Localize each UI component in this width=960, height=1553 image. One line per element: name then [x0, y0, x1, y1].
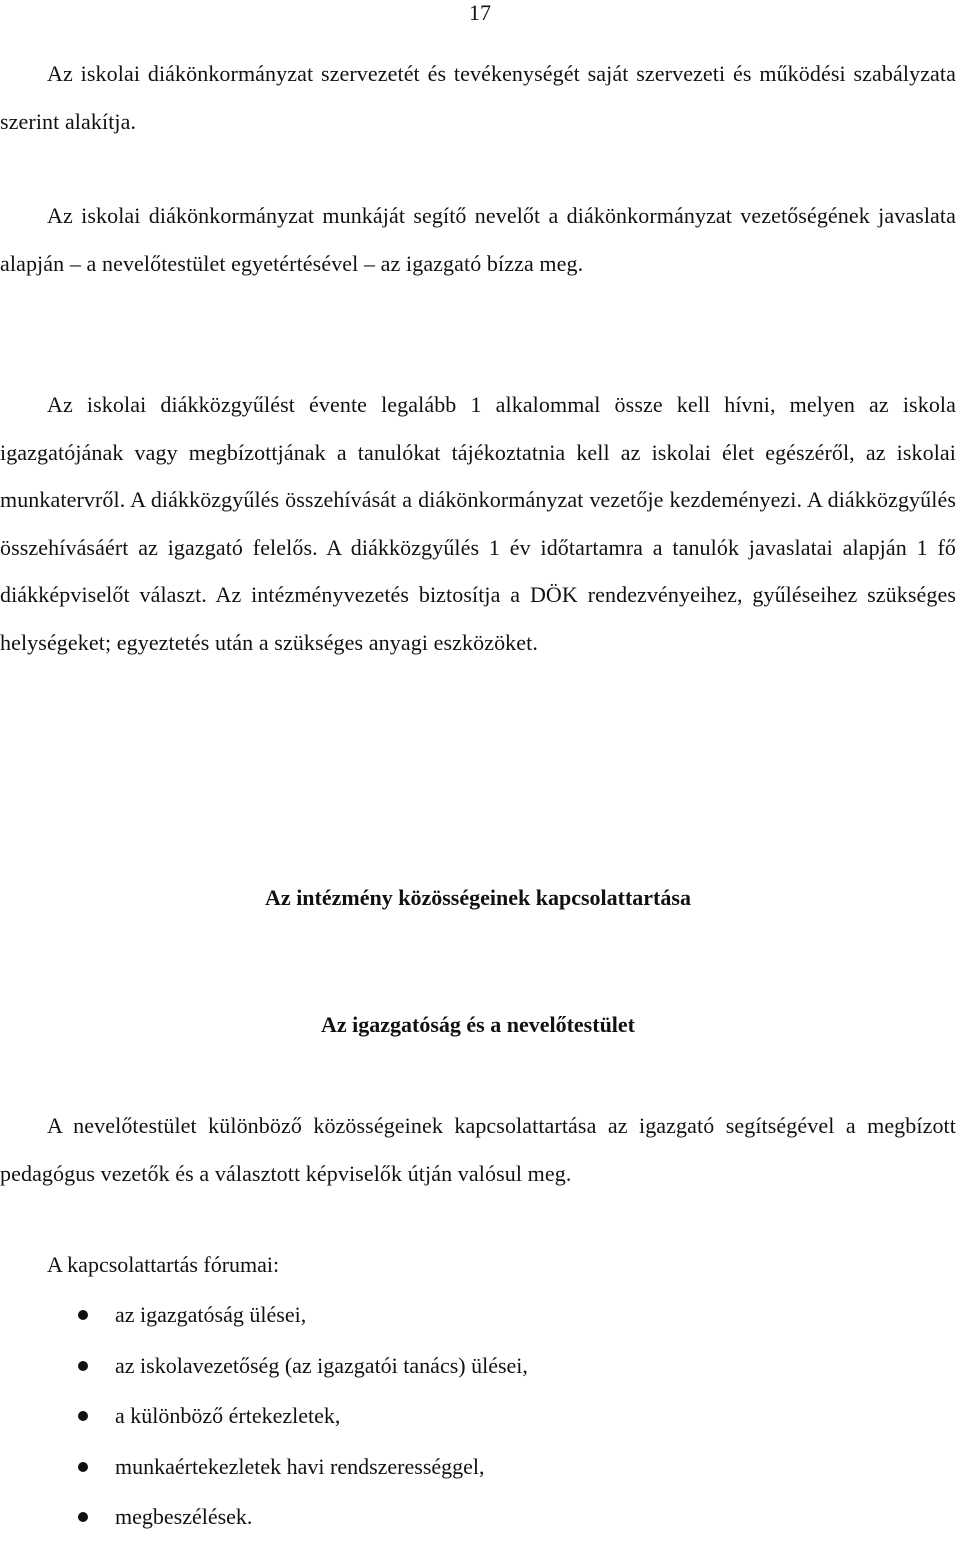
- bullet-icon: [78, 1411, 88, 1421]
- bullet-icon: [78, 1512, 88, 1522]
- list-item-text: megbeszélések.: [115, 1504, 253, 1529]
- paragraph-dok-teacher: Az iskolai diákönkormányzat munkáját segítő nevelőt a diákönkormányzat vezetőségének javaslata alapján – a nevelőtestület egyetértésével – az igazgató bízza meg.: [0, 203, 956, 276]
- list-item: [0, 1401, 700, 1452]
- bullet-icon: [78, 1462, 88, 1472]
- paragraph-staff-communication: A nevelőtestület különböző közösségeinek kapcsolattartása az igazgató segítségével a megbízott pedagógus vezetők és a választott képviselők útján valósul meg.: [0, 1113, 956, 1186]
- bullet-icon: [78, 1361, 88, 1371]
- section-heading: Az intézmény közösségeinek kapcsolattartása: [265, 885, 691, 910]
- list-item-text: munkaértekezletek havi rendszerességgel,: [115, 1453, 485, 1479]
- list-item: [0, 1502, 700, 1553]
- list-item-text: az igazgatóság ülései,: [115, 1302, 307, 1327]
- list-item: [0, 1351, 700, 1402]
- forums-list: [0, 1300, 700, 1553]
- paragraph-student-assembly: Az iskolai diákközgyűlést évente legalább 1 alkalommal össze kell hívni, melyen az iskola igazgatójának vagy megbízottjának a tanulókat tájékoztatnia kell az iskolai élet egészéről, az iskolai munkatervről. A diákközgyűlés összehívását a diákönkormányzat vezetője kezdeményezi. A diákközgyűlés összehívásáért az igazgató felelős. A diákközgyűlés 1 év időtartamra a tanulók javaslatai alapján 1 fő diákképviselőt választ. Az intézményvezetés biztosítja a DÖK rendezvényeihez, gyűléseihez szükséges helységeket; egyeztetés után a szükséges anyagi eszközöket.: [0, 392, 956, 655]
- list-item: [0, 1452, 700, 1503]
- page-number: 17: [469, 0, 491, 25]
- list-item: [0, 1300, 700, 1351]
- bullet-icon: [78, 1310, 88, 1320]
- paragraph-dok-organization: Az iskolai diákönkormányzat szervezetét és tevékenységét saját szervezeti és működési szabályzata szerint alakítja.: [0, 61, 956, 134]
- list-item-text: a különböző értekezletek,: [115, 1403, 341, 1428]
- subsection-heading: Az igazgatóság és a nevelőtestület: [320, 1012, 636, 1037]
- list-item-text: az iskolavezetőség (az igazgatói tanács) ülései,: [115, 1352, 528, 1378]
- forums-list-intro: A kapcsolattartás fórumai:: [47, 1252, 280, 1277]
